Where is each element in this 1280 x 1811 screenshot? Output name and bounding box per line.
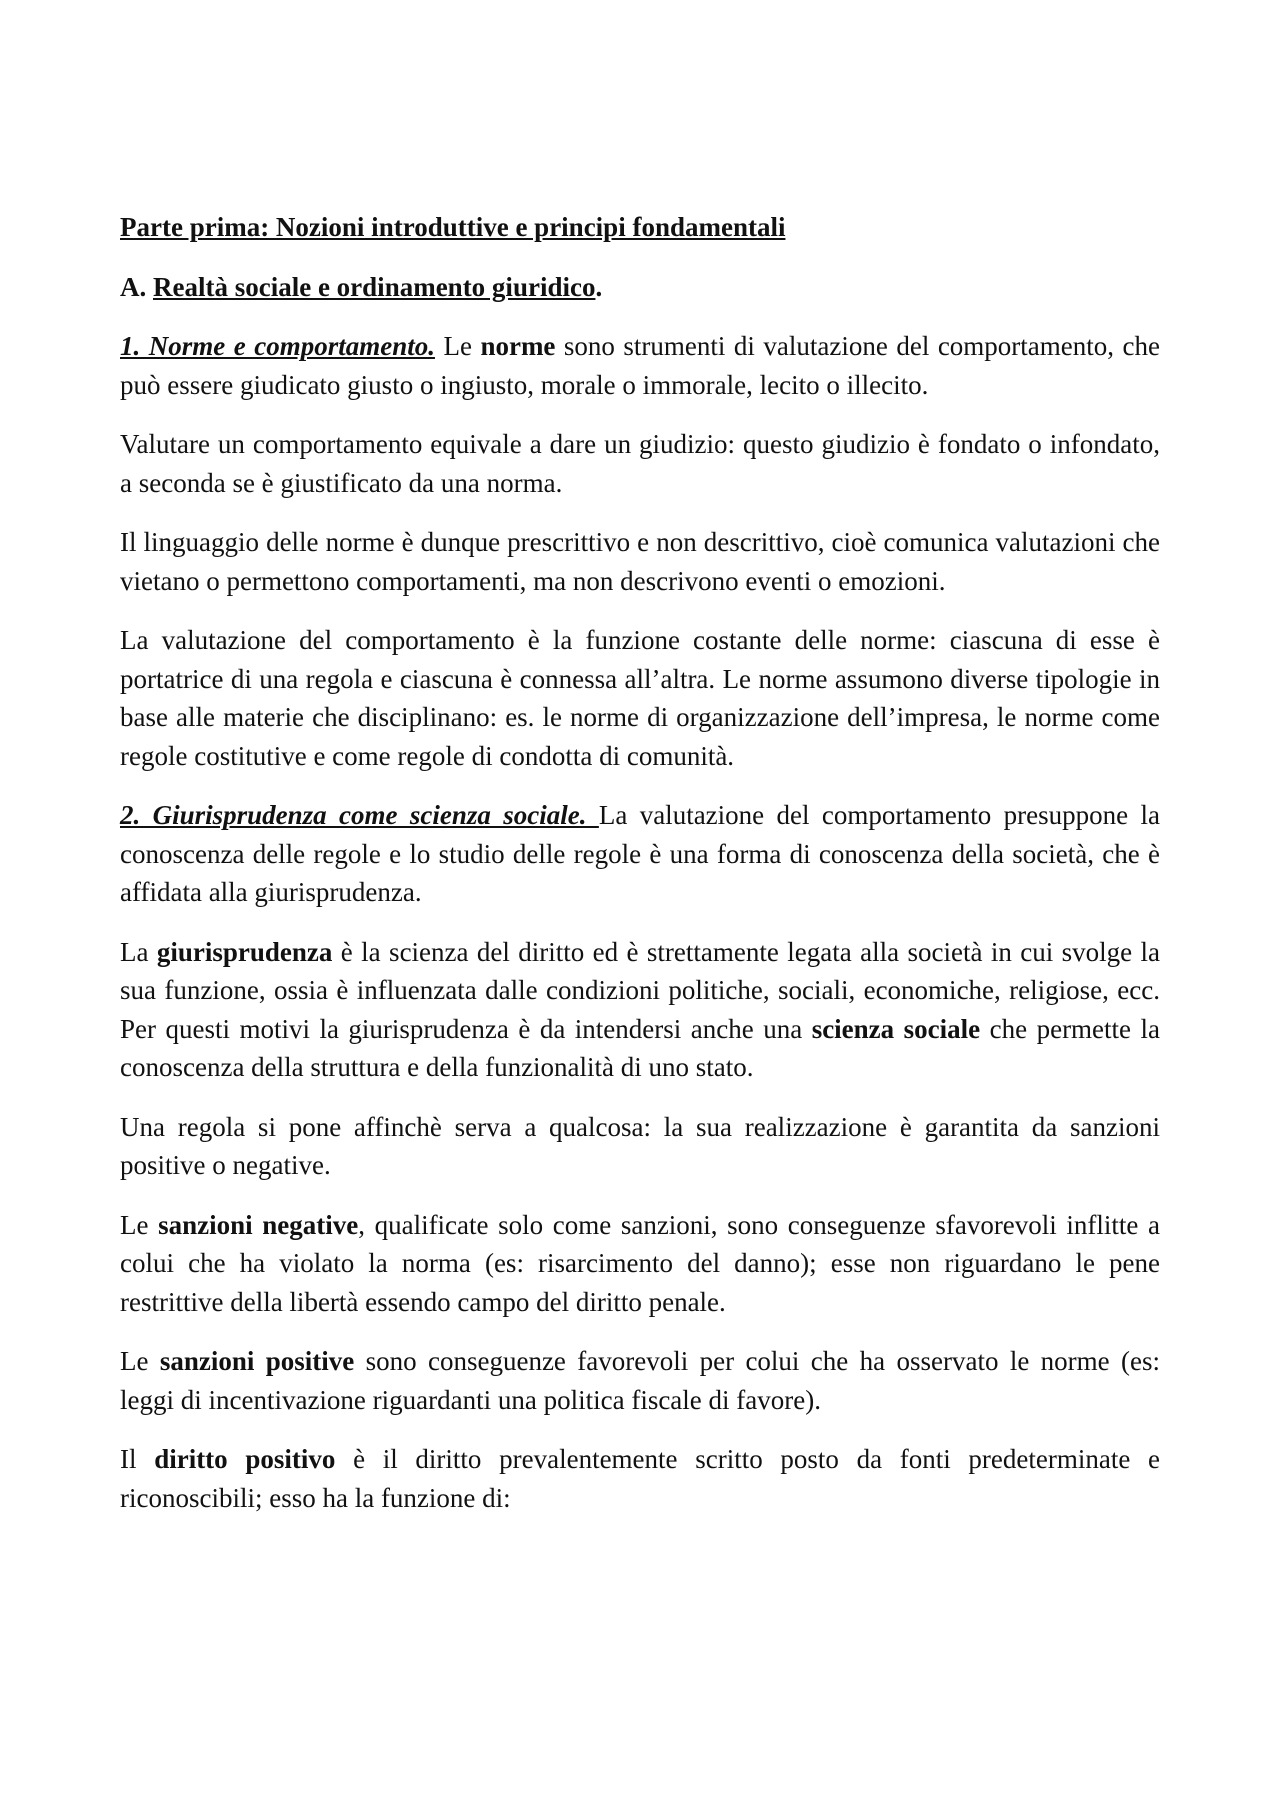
section-a-suffix: . — [595, 271, 603, 302]
term-scienza-sociale: scienza sociale — [811, 1013, 981, 1044]
paragraph-norme-comportamento — [120, 327, 1160, 404]
paragraph-linguaggio: Il linguaggio delle norme è dunque prescrittivo e non descrittivo, cioè comunica valutazioni che vietano o permettono comportamenti, ma non descrivono eventi o emozioni. — [120, 527, 1160, 596]
text-run: , qualificate solo come sanzioni, sono conseguenze sfavorevoli inflitte a colui che ha violato la norma (es: risarcimento del danno); esse non riguardano le pene restrittive della libertà essendo campo del diritto penale. — [120, 1209, 1160, 1317]
paragraph-regola: Una regola si pone affinchè serva a qualcosa: la sua realizzazione è garantita da sanzioni positive o negative. — [120, 1111, 1160, 1180]
section-a-heading — [120, 268, 1160, 307]
text-run: Le — [434, 331, 481, 361]
subsection-heading-giurisprudenza: 2. Giurisprudenza come scienza sociale. — [120, 800, 599, 830]
term-diritto-positivo: diritto positivo — [154, 1444, 336, 1474]
text-run: La — [120, 936, 157, 967]
paragraph-sanzioni-negative — [120, 1206, 1160, 1322]
paragraph-giurisprudenza — [120, 933, 1160, 1087]
term-norme: norme — [480, 331, 556, 361]
text-run: è la scienza del diritto ed è strettamente legata alla società in cui svolge la sua funzione, ossia è influenzata dalle condizioni politiche, sociali, economiche, religiose, ecc. Per questi motivi la giurisprudenza è da intendersi anche una — [120, 936, 1160, 1044]
term-giurisprudenza: giurisprudenza — [156, 936, 333, 967]
paragraph-giurisprudenza-scienza — [120, 796, 1160, 912]
text-run: Il — [120, 1444, 155, 1474]
text-run: è il diritto prevalentemente scritto posto da fonti predeterminate e riconoscibili; esso ha la funzione di: — [120, 1444, 1161, 1513]
term-sanzioni-positive: sanzioni positive — [159, 1346, 355, 1376]
text-run: Le — [120, 1209, 159, 1240]
subsection-heading-norme: 1. Norme e comportamento. — [120, 331, 435, 361]
section-a-prefix: A. — [120, 271, 153, 302]
document-page — [120, 208, 1160, 1538]
section-a-label: Realtà sociale e ordinamento giuridico — [153, 271, 596, 302]
text-run: La valutazione del comportamento presuppone la conoscenza delle regole e lo studio delle regole è una forma di conoscenza della società, che è affidata alla giurisprudenza. — [120, 800, 1160, 907]
text-run: che permette la conoscenza della struttura e della funzionalità di uno stato. — [120, 1013, 1161, 1082]
text-run: Le — [120, 1346, 160, 1376]
paragraph-valutazione: La valutazione del comportamento è la funzione costante delle norme: ciascuna di esse è portatrice di una regola e ciascuna è connessa all’altra. Le norme assumono diverse tipologie in base alle materie che disciplinano: es. le norme di organizzazione dell’impresa, le norme come regole costitutive e come regole di condotta di comunità. — [120, 625, 1160, 771]
paragraph-diritto-positivo — [120, 1440, 1160, 1517]
term-sanzioni-negative: sanzioni negative — [158, 1209, 359, 1240]
document-title: Parte prima: Nozioni introduttive e principi fondamentali — [120, 212, 786, 242]
text-run: sono conseguenze favorevoli per colui che ha osservato le norme (es: leggi di incentivazione riguardanti una politica fiscale di favore). — [120, 1346, 1160, 1415]
text-run: sono strumenti di valutazione del comportamento, che può essere giudicato giusto o ingiusto, morale o immorale, lecito o illecito. — [120, 331, 1160, 400]
paragraph-sanzioni-positive — [120, 1342, 1160, 1419]
paragraph-valutare: Valutare un comportamento equivale a dare un giudizio: questo giudizio è fondato o infondato, a seconda se è giustificato da una norma. — [120, 429, 1160, 498]
